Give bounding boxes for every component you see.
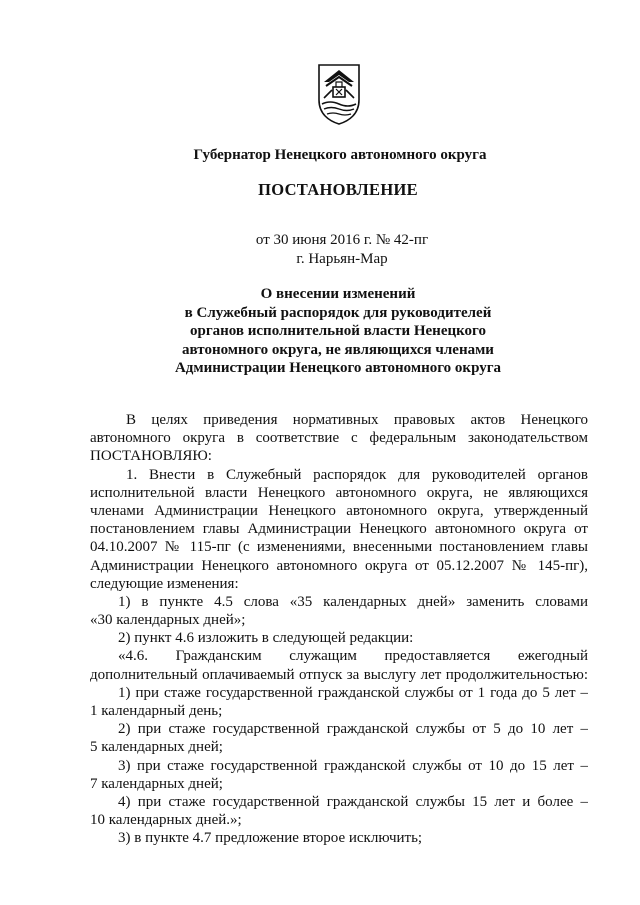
body-line: 4) при стаже государственной гражданской службы 15 лет и более –: [118, 793, 588, 810]
body-line: В целях приведения нормативных правовых актов Ненецкого: [126, 412, 588, 428]
body-line: исполнительной власти Ненецкого автономного округа, не являющихся: [90, 484, 588, 501]
body-line: 2) пункт 4.6 изложить в следующей редакции:: [118, 630, 414, 647]
title-line: О внесении изменений: [260, 286, 416, 302]
body-line: 04.10.2007 № 115-пг (с изменениями, внесенными постановлением главы: [90, 539, 588, 556]
document-date-number: от 30 июня 2016 г. № 42-пг: [255, 232, 429, 248]
body-line: 5 календарных дней;: [90, 739, 223, 756]
document-type: ПОСТАНОВЛЕНИЕ: [258, 180, 418, 199]
body-line: Администрации Ненецкого автономного округа от 05.12.2007 № 145-пг),: [90, 557, 588, 574]
body-line: постановлением главы Администрации Ненецкого автономного округа от: [90, 521, 588, 538]
body-line: 10 календарных дней.»;: [90, 812, 242, 829]
body-line: 1) в пункте 4.5 слова «35 календарных дней» заменить словами: [118, 593, 588, 610]
body-line: ПОСТАНОВЛЯЮ:: [90, 448, 212, 465]
title-line: органов исполнительной власти Ненецкого: [189, 323, 486, 340]
document-city: г. Нарьян-Мар: [296, 251, 388, 267]
body-line: 7 календарных дней;: [90, 775, 223, 792]
title-line: в Служебный распорядок для руководителей: [184, 304, 492, 321]
body-line: 3) при стаже государственной гражданской службы от 10 до 15 лет –: [118, 757, 588, 774]
body-line: дополнительный оплачиваемый отпуск за выслугу лет продолжительностью:: [90, 666, 588, 683]
title-line: автономного округа, не являющихся членами: [182, 341, 494, 358]
issuing-authority: Губернатор Ненецкого автономного округа: [193, 147, 487, 163]
body-line: следующие изменения:: [90, 575, 239, 592]
body-line: 1. Внести в Служебный распорядок для руководителей органов: [126, 466, 588, 483]
title-line: Администрации Ненецкого автономного округа: [174, 360, 502, 377]
body-line: членами Администрации Ненецкого автономного округа, утвержденный: [90, 502, 588, 519]
body-line: 1 календарный день;: [90, 703, 223, 719]
body-line: 3) в пункте 4.7 предложение второе исключить;: [118, 830, 423, 847]
body-line: «4.6. Гражданским служащим предоставляется ежегодный: [118, 648, 588, 665]
body-line: «30 календарных дней»;: [90, 612, 246, 629]
body-line: автономного округа в соответствие с федеральным законодательством: [90, 430, 588, 447]
document-title: [18, 285, 640, 378]
body-line: 2) при стаже государственной гражданской службы от 5 до 10 лет –: [118, 721, 588, 738]
body-line: 1) при стаже государственной гражданской службы от 1 года до 5 лет –: [118, 684, 588, 701]
nenets-coat-of-arms-icon: [316, 62, 362, 126]
document-body: [90, 411, 588, 848]
